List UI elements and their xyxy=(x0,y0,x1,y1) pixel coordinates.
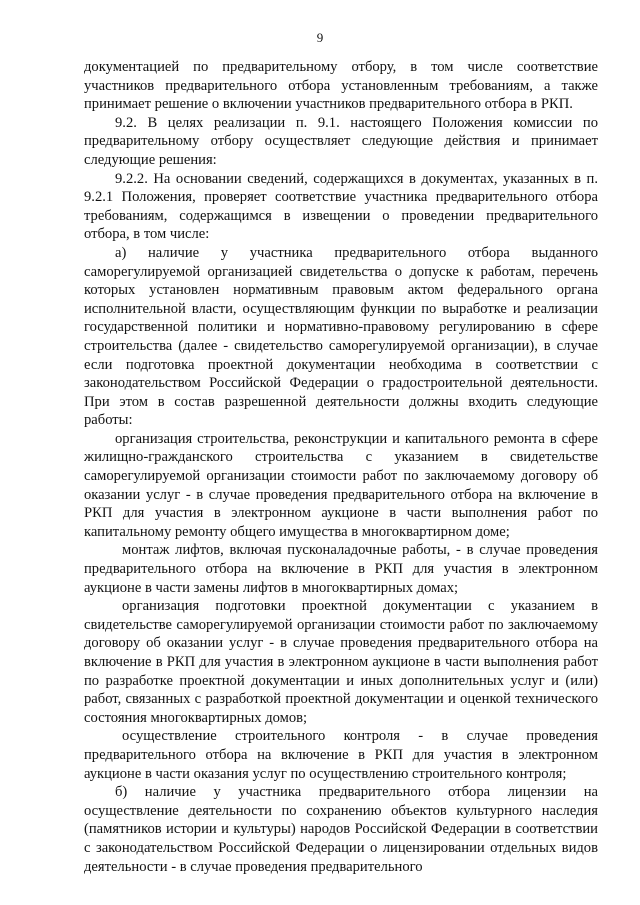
paragraph-9-2: 9.2. В целях реализации п. 9.1. настоящего Положения комиссии по предварительному отбору осуществляет следующие действия и принимает следующие решения: xyxy=(84,114,598,168)
page-number: 9 xyxy=(316,30,324,45)
document-body xyxy=(84,58,598,876)
paragraph-continuation: документацией по предварительному отбору, в том числе соответствие участников предварительного отбора установленным требованиям, а также принимает решение о включении участников предварительного отбора в РКП. xyxy=(84,59,598,113)
paragraph-elevator-installation: монтаж лифтов, включая пусконаладочные работы, - в случае проведения предварительного отбора на включение в РКП для участия в электронном аукционе в части замены лифтов в многоквартирных домах; xyxy=(84,542,598,596)
paragraph-design-documentation: организация подготовки проектной документации с указанием в свидетельстве саморегулируемой организации стоимости работ по заключаемому договору об оказании услуг - в случае проведения предварительного отбора на включение в РКП для участия в электронном аукционе в части выполнения работ по разработке проектной документации и иных дополнительных услуг и (или) работ, связанных с разработкой проектной документации и оценкой технического состояния многоквартирных домов; xyxy=(84,598,598,726)
paragraph-item-a: а) наличие у участника предварительного отбора выданного саморегулируемой организацией свидетельства о допуске к работам, перечень которых установлен нормативным правовым актом федерального органа исполнительной власти, осуществляющим функции по выработке и реализации государственной политики и нормативно-правовому регулированию в сфере строительства (далее - свидетельство саморегулируемой организации), в случае если подготовка проектной документации необходима в соответствии с законодательством Российской Федерации о градостроительной деятельности. При этом в состав разрешенной деятельности должны входить следующие работы: xyxy=(84,244,598,429)
paragraph-9-2-2: 9.2.2. На основании сведений, содержащихся в документах, указанных в п. 9.2.1 Положения, проверяет соответствие участника предварительного отбора требованиям, содержащимся в извещении о проведении предварительного отбора, в том числе: xyxy=(84,170,598,243)
paragraph-construction-control: осуществление строительного контроля - в случае проведения предварительного отбора на включение в РКП для участия в электронном аукционе в части оказания услуг по осуществлению строительного контроля; xyxy=(84,728,598,782)
paragraph-construction-organization: организация строительства, реконструкции и капитального ремонта в сфере жилищно-гражданского строительства с указанием в свидетельстве саморегулируемой организации стоимости работ по заключаемому договору об оказании услуг - в случае проведения предварительного отбора на включение в РКП для участия в электронном аукционе в части выполнения работ по капитальному ремонту общего имущества в многоквартирном доме; xyxy=(84,430,598,540)
paragraph-item-b: б) наличие у участника предварительного отбора лицензии на осуществление деятельности по сохранению объектов культурного наследия (памятников истории и культуры) народов Российской Федерации в соответствии с законодательством Российской Федерации о лицензировании отдельных видов деятельности - в случае проведения предварительного xyxy=(84,784,598,875)
